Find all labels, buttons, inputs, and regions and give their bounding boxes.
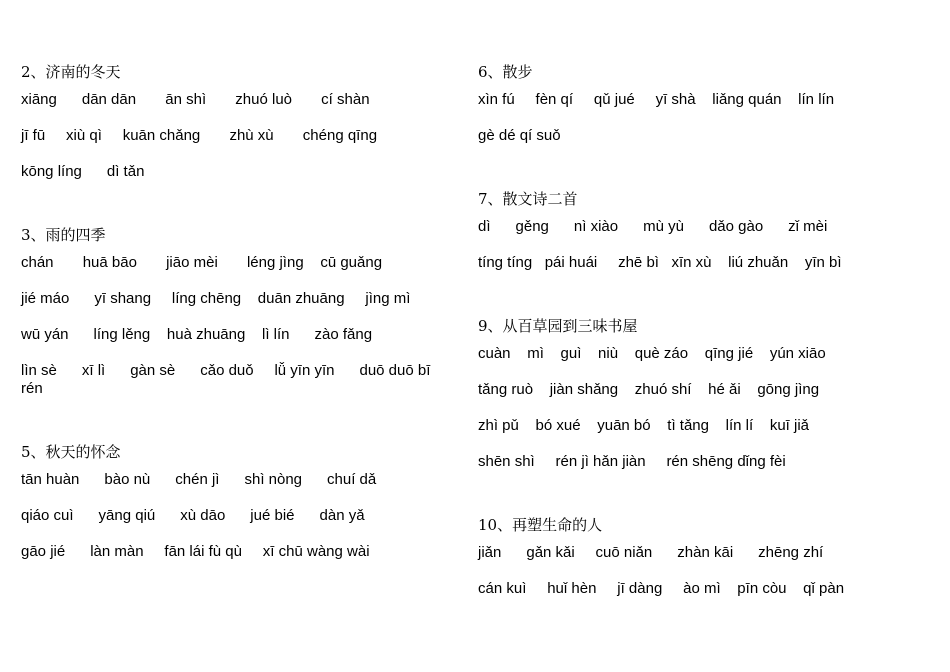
pinyin-line: gāo jié làn màn fān lái fù qù xī chū wàng wài — [21, 543, 370, 560]
lesson-title: 5、秋天的怀念 — [21, 443, 121, 461]
pinyin-line: jiǎn gǎn kǎi cuō niǎn zhàn kāi zhēng zhí — [478, 544, 824, 561]
pinyin-line: shēn shì rén jì hǎn jiàn rén shēng dǐng fèi — [478, 453, 786, 470]
lesson-10-section — [478, 516, 928, 597]
pinyin-line: dì gěng nì xiào mù yù dǎo gào zǐ mèi — [478, 218, 828, 235]
pinyin-line: jié máo yī shang líng chēng duān zhuāng jìng mì — [21, 290, 411, 307]
pinyin-line: cán kuì huǐ hèn jī dàng ào mì pīn còu qǐ pàn — [478, 580, 845, 597]
lesson-5-section — [21, 443, 451, 560]
pinyin-line: gè dé qí suǒ — [478, 127, 561, 144]
lesson-title: 2、济南的冬天 — [21, 63, 121, 81]
pinyin-line: tān huàn bào nù chén jì shì nòng chuí dǎ — [21, 471, 377, 488]
pinyin-line: lìn sè xī lì gàn sè cǎo duǒ lǚ yīn yīn duō duō bī rén — [21, 362, 435, 397]
pinyin-line: qiáo cuì yāng qiú xù dāo jué bié dàn yǎ — [21, 507, 365, 524]
pinyin-line: wū yán líng lěng huà zhuāng lì lín zào fǎng — [21, 326, 373, 343]
lesson-6-section — [478, 63, 928, 144]
pinyin-line: cuàn mì guì niù què záo qīng jié yún xiāo — [478, 345, 826, 362]
lesson-title: 7、散文诗二首 — [478, 190, 578, 208]
lesson-title: 10、再塑生命的人 — [478, 516, 603, 534]
pinyin-line: chán huā bāo jiāo mèi léng jìng cū guǎng — [21, 254, 383, 271]
pinyin-line: jī fū xiù qì kuān chǎng zhù xù chéng qīng — [21, 127, 378, 144]
lesson-title: 3、雨的四季 — [21, 226, 106, 244]
pinyin-line: zhì pǔ bó xué yuān bó tì tǎng lín lí kuī jiǎ — [478, 417, 810, 434]
lesson-title: 6、散步 — [478, 63, 533, 81]
lesson-title: 9、从百草园到三味书屋 — [478, 317, 638, 335]
lesson-3-section — [21, 226, 451, 397]
pinyin-line: xìn fú fèn qí qǔ jué yī shà liǎng quán lín lín — [478, 91, 835, 108]
pinyin-line: tǎng ruò jiàn shǎng zhuó shí hé ǎi gōng jìng — [478, 381, 820, 398]
pinyin-line: kōng líng dì tǎn — [21, 163, 145, 180]
lesson-2-section — [21, 63, 451, 180]
pinyin-line: xiāng dān dān ān shì zhuó luò cí shàn — [21, 91, 370, 108]
lesson-9-section — [478, 317, 928, 470]
pinyin-line: tíng tíng pái huái zhē bì xīn xù liú zhuǎn yīn bì — [478, 254, 842, 271]
lesson-7-section — [478, 190, 928, 271]
